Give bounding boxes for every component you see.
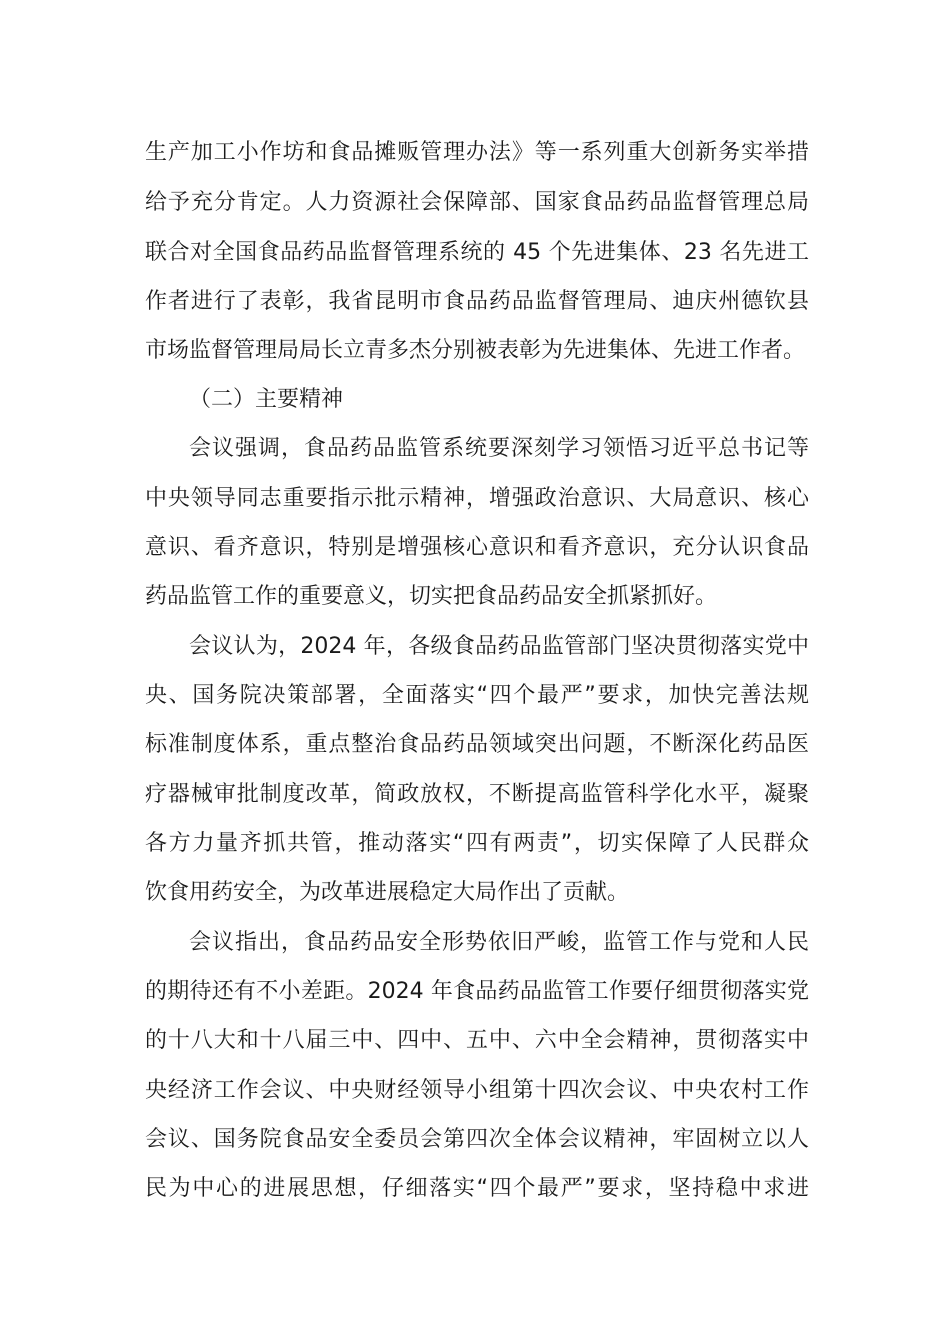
text-line: 疗器械审批制度改革，简政放权，不断提高监管科学化水平，凝聚 xyxy=(145,782,809,807)
text-line: 各方力量齐抓共管，推动落实“四有两责”，切实保障了人民群众 xyxy=(145,831,809,856)
text-line: 中央领导同志重要指示批示精神，增强政治意识、大局意识、核心 xyxy=(145,486,809,511)
text-line: 会议、国务院食品安全委员会第四次全体会议精神，牢固树立以人 xyxy=(145,1127,809,1152)
section-heading: （二）主要精神 xyxy=(189,387,344,412)
text-line: 的十八大和十八届三中、四中、五中、六中全会精神，贯彻落实中 xyxy=(145,1028,809,1053)
paragraph-first-line: 会议认为，2024 年，各级食品药品监管部门坚决贯彻落实党中 xyxy=(189,634,809,659)
text-line: 标准制度体系，重点整治食品药品领域突出问题，不断深化药品医 xyxy=(145,732,809,757)
paragraph-first-line: 会议指出，食品药品安全形势依旧严峻，监管工作与党和人民 xyxy=(189,930,809,955)
text-line: 民为中心的进展思想，仔细落实“四个最严”要求，坚持稳中求进 xyxy=(145,1176,809,1201)
paragraph-first-line: 会议强调，食品药品监管系统要深刻学习领悟习近平总书记等 xyxy=(189,436,809,461)
text-line: 意识、看齐意识，特别是增强核心意识和看齐意识，充分认识食品 xyxy=(145,535,809,560)
text-line: 饮食用药安全，为改革进展稳定大局作出了贡献。 xyxy=(145,880,630,905)
text-line: 生产加工小作坊和食品摊贩管理办法》等一系列重大创新务实举措 xyxy=(145,140,809,165)
text-line: 市场监督管理局局长立青多杰分别被表彰为先进集体、先进工作者。 xyxy=(145,338,806,363)
text-line: 央、国务院决策部署，全面落实“四个最严”要求，加快完善法规 xyxy=(145,683,809,708)
text-line: 给予充分肯定。人力资源社会保障部、国家食品药品监督管理总局 xyxy=(145,190,809,215)
text-line: 联合对全国食品药品监督管理系统的 45 个先进集体、23 名先进工 xyxy=(145,240,809,265)
text-line: 的期待还有不小差距。2024 年食品药品监管工作要仔细贯彻落实党 xyxy=(145,979,809,1004)
text-line: 央经济工作会议、中央财经领导小组第十四次会议、中央农村工作 xyxy=(145,1078,809,1103)
text-line: 作者进行了表彰，我省昆明市食品药品监督管理局、迪庆州德钦县 xyxy=(145,289,809,314)
text-line: 药品监管工作的重要意义，切实把食品药品安全抓紧抓好。 xyxy=(145,584,718,609)
